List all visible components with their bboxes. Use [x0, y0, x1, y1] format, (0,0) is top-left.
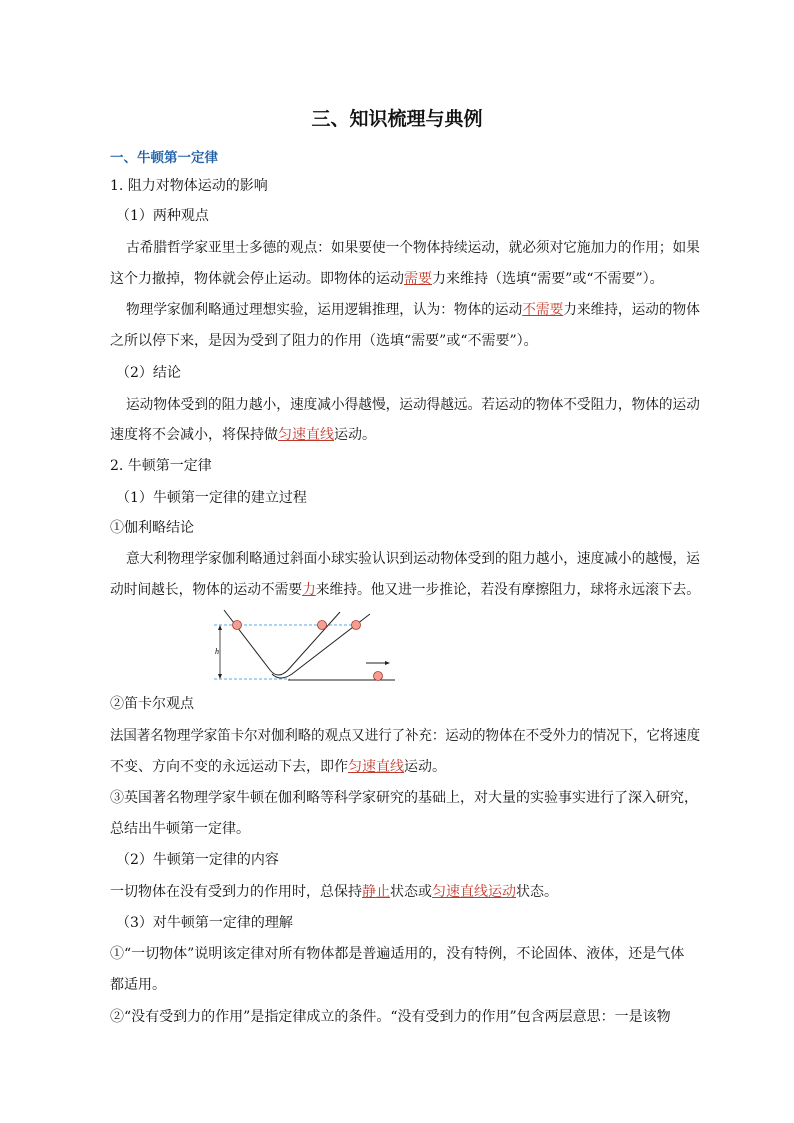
incline-figure: [210, 608, 400, 688]
text-span: 状态。: [516, 884, 558, 900]
paragraph-line: [110, 759, 446, 775]
paragraph-line: [110, 582, 700, 598]
text-span: 来维持。他又进一步推论，若没有摩擦阻力，球将永远滚下去。: [315, 582, 700, 598]
answer-blank: 不需要: [522, 302, 564, 318]
arrow-head-icon: [218, 625, 222, 630]
answer-blank: 静止: [362, 884, 390, 900]
paragraph-line: 古希腊哲学家亚里士多德的观点：如果要使一个物体持续运动，就必须对它施加力的作用；如果: [126, 240, 700, 256]
paragraph-line: [110, 427, 376, 443]
answer-blank: 需要: [404, 271, 432, 287]
paragraph-line: [110, 271, 664, 287]
paragraph-line: [110, 884, 558, 900]
subheading: 1. 阻力对物体运动的影响: [110, 178, 268, 194]
ball: [352, 621, 361, 630]
subheading: （2）结论: [116, 365, 181, 381]
paragraph-line: 意大利物理学家伽利略通过斜面小球实验认识到运动物体受到的阻力越小，速度减小的越慢，运: [126, 551, 700, 567]
text-span: 不变、方向不变的永远运动下去，即作: [110, 759, 348, 775]
paragraph-line: [126, 302, 700, 318]
text-span: 运动。: [404, 759, 446, 775]
text-span: 一切物体在没有受到力的作用时，总保持: [110, 884, 362, 900]
text-span: 力来维持，运动的物体: [563, 302, 700, 318]
text-span: 动时间越长，物体的运动不需要: [110, 582, 303, 598]
incline-track-left: [224, 610, 340, 675]
text-span: 这个力撤掉，物体就会停止运动。即物体的运动: [110, 271, 404, 287]
answer-blank: 匀速直线: [348, 759, 404, 775]
paragraph-line: ②“没有受到力的作用”是指定律成立的条件。“没有受到力的作用”包含两层意思：一是该物: [110, 1009, 671, 1025]
answer-blank: 力: [302, 582, 316, 598]
text-span: 状态或: [390, 884, 432, 900]
paragraph-line: 总结出牛顿第一定律。: [110, 821, 250, 837]
subheading: ②笛卡尔观点: [110, 696, 194, 712]
ball: [233, 621, 242, 630]
answer-blank: 匀速直线运动: [432, 884, 516, 900]
subheading: （1）牛顿第一定律的建立过程: [116, 490, 307, 506]
answer-blank: 匀速直线: [278, 427, 334, 443]
text-span: 力来维持（选填“需要”或“不需要”）。: [432, 271, 664, 287]
subheading: （1）两种观点: [116, 208, 209, 224]
paragraph-line: 运动物体受到的阻力越小，速度减小得越慢，运动得越远。若运动的物体不受阻力，物体的运动: [126, 397, 700, 413]
subheading: 2. 牛顿第一定律: [110, 458, 212, 474]
paragraph-line: ①“一切物体”说明该定律对所有物体都是普遍适用的，没有特例，不论固体、液体，还是气体: [110, 946, 685, 962]
section-heading: 一、牛顿第一定律: [110, 150, 218, 166]
arrow-right-icon: [385, 661, 390, 665]
text-span: 运动。: [334, 427, 376, 443]
text-span: 速度将不会减小，将保持做: [110, 427, 278, 443]
text-span: 物理学家伽利略通过理想实验，运用逻辑推理，认为：物体的运动: [126, 302, 523, 318]
ball: [374, 672, 383, 681]
paragraph-line: 之所以停下来，是因为受到了阻力的作用（选填“需要”或“不需要”）。: [110, 333, 538, 349]
ball: [318, 621, 327, 630]
height-label: h: [215, 647, 219, 656]
paragraph-line: ③英国著名物理学家牛顿在伽利略等科学家研究的基础上，对大量的实验事实进行了深入研究，: [110, 790, 698, 806]
paragraph-line: 法国著名物理学家笛卡尔对伽利略的观点又进行了补充：运动的物体在不受外力的情况下，它将速度: [110, 728, 701, 744]
paragraph-line: 都适用。: [110, 977, 166, 993]
arrow-head-icon: [218, 674, 222, 679]
page-title: 三、知识梳理与典例: [311, 108, 483, 130]
subheading: （2）牛顿第一定律的内容: [116, 852, 279, 868]
subheading: ①伽利略结论: [110, 520, 194, 536]
subheading: （3）对牛顿第一定律的理解: [116, 915, 293, 931]
